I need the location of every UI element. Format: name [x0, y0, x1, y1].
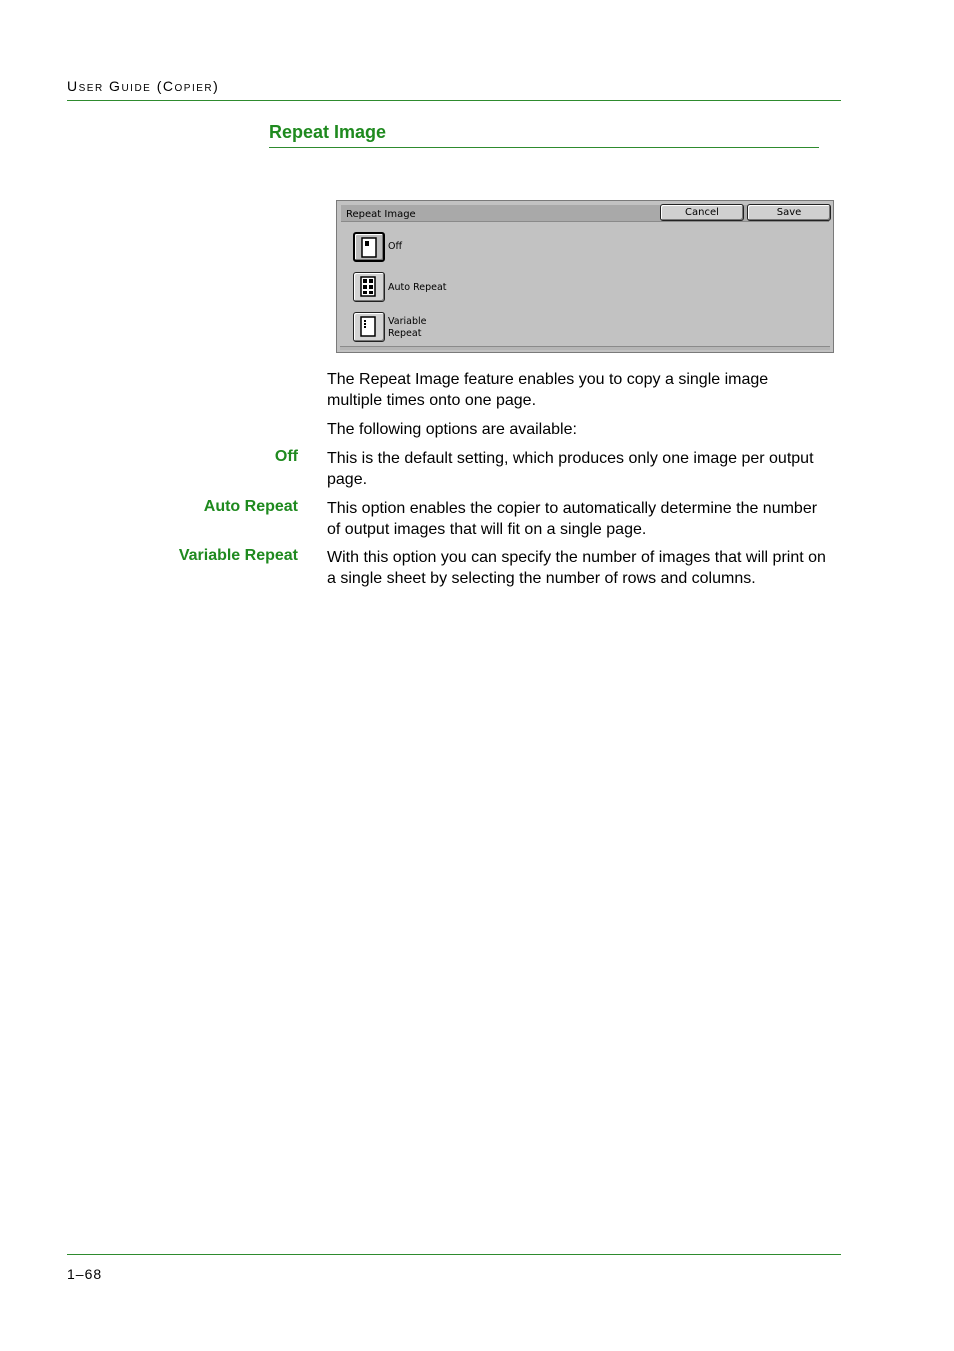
running-header: User Guide (Copier)	[67, 78, 220, 94]
screen-bottom-bar	[340, 346, 830, 350]
option-variable-repeat-button[interactable]	[353, 312, 385, 342]
option-auto-repeat-label: Auto Repeat	[388, 282, 447, 293]
term-variable-repeat: Variable Repeat	[178, 547, 298, 564]
section-title: Repeat Image	[269, 122, 387, 142]
option-variable-repeat-label-line2: Repeat	[388, 328, 422, 339]
term-auto-repeat: Auto Repeat	[203, 498, 298, 515]
page-number: 1–68	[67, 1266, 103, 1282]
single-page-icon	[360, 237, 380, 259]
definition-auto-repeat: This option enables the copier to automatically determine the number of output images that will fit on a single page.	[327, 500, 818, 538]
option-off-button[interactable]	[353, 232, 385, 262]
definition-off: This is the default setting, which produces only one image per output page.	[327, 450, 814, 488]
option-off-label: Off	[388, 241, 403, 252]
header-divider	[67, 100, 841, 101]
definition-variable-repeat: With this option you can specify the number of images that will print on a single sheet by selecting the number of rows and columns.	[327, 549, 826, 587]
option-auto-repeat-button[interactable]	[353, 272, 385, 302]
term-off: Off	[274, 448, 298, 465]
footer-divider	[67, 1254, 841, 1255]
cancel-button[interactable]: Cancel	[660, 204, 744, 221]
save-button[interactable]: Save	[747, 204, 831, 221]
option-variable-repeat-label-line1: Variable	[388, 316, 427, 327]
repeat-image-screen	[336, 200, 834, 353]
option-variable-repeat-label	[388, 316, 426, 340]
section-divider	[269, 147, 819, 148]
screen-title: Repeat Image	[346, 209, 416, 220]
variable-page-icon	[359, 316, 379, 338]
grid-page-icon	[359, 276, 379, 298]
options-intro: The following options are available:	[327, 421, 577, 438]
intro-paragraph: The Repeat Image feature enables you to copy a single image multiple times onto one page.	[327, 371, 769, 409]
